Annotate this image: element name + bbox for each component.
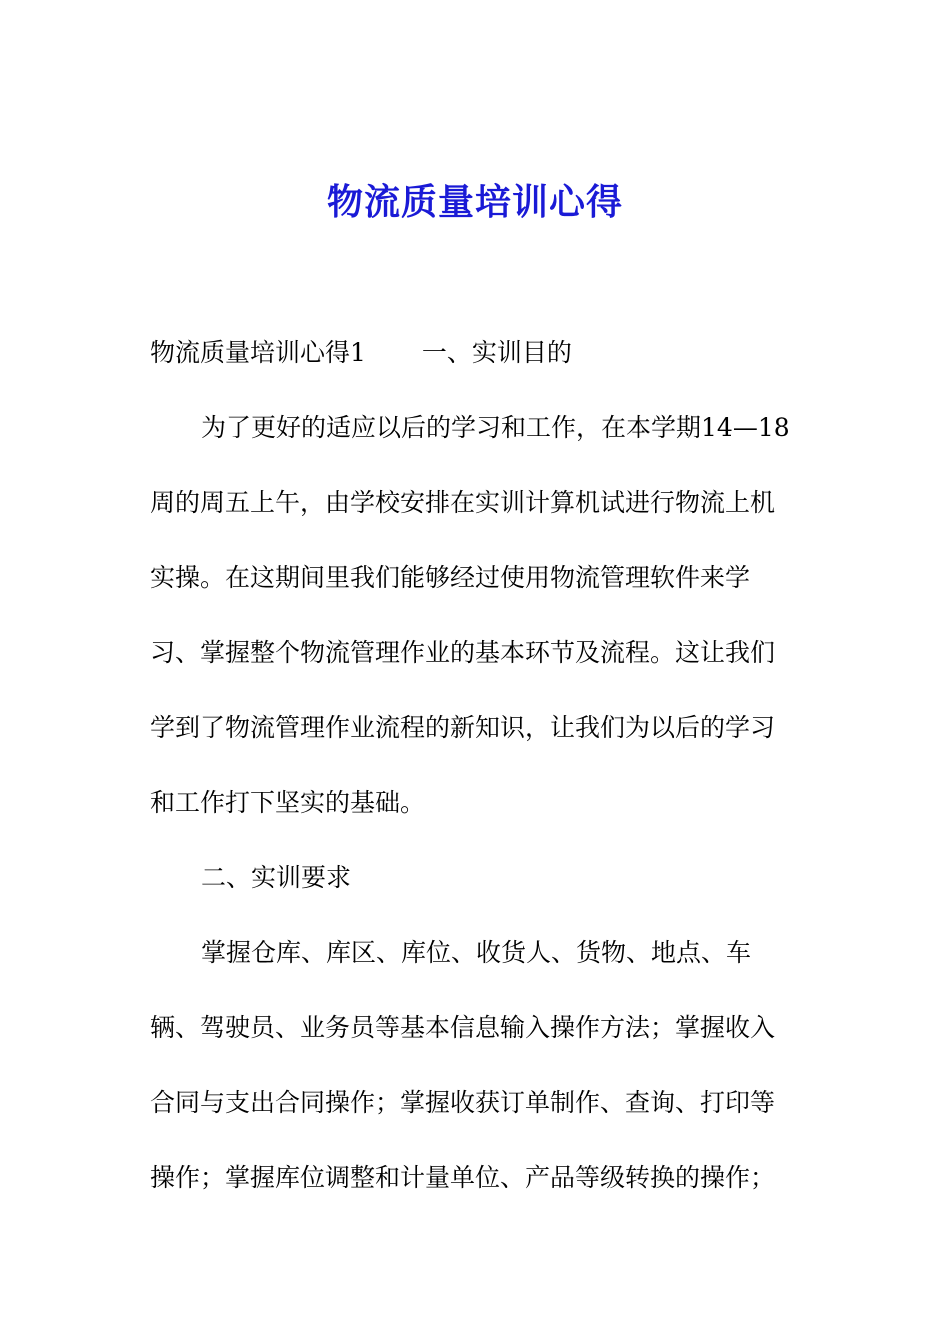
text-line-6: 学到了物流管理作业流程的新知识，让我们为以后的学习 <box>150 713 776 742</box>
section-heading-2: 二、实训要求 <box>201 863 352 892</box>
text-line-9: 掌握仓库、库区、库位、收货人、货物、地点、车 <box>201 938 752 967</box>
document-body <box>150 332 800 1232</box>
section-heading-1: 一、实训目的 <box>421 338 572 367</box>
text-line-11: 合同与支出合同操作；掌握收获订单制作、查询、打印等 <box>150 1088 776 1117</box>
subtitle-label: 物流质量培训心得1 <box>150 338 366 367</box>
text-line-2: 为了更好的适应以后的学习和工作，在本学期14—18 <box>201 413 790 442</box>
text-line-1 <box>150 332 800 407</box>
text-line-10: 辆、驾驶员、业务员等基本信息输入操作方法；掌握收入 <box>150 1013 776 1042</box>
text-line-7: 和工作打下坚实的基础。 <box>150 788 426 817</box>
text-line-12: 操作；掌握库位调整和计量单位、产品等级转换的操作； <box>150 1163 776 1192</box>
text-line-5: 习、掌握整个物流管理作业的基本环节及流程。这让我们 <box>150 638 776 667</box>
document-title: 物流质量培训心得 <box>326 181 623 223</box>
text-line-4: 实操。在这期间里我们能够经过使用物流管理软件来学 <box>150 563 751 592</box>
text-line-3: 周的周五上午，由学校安排在实训计算机试进行物流上机 <box>150 488 776 517</box>
